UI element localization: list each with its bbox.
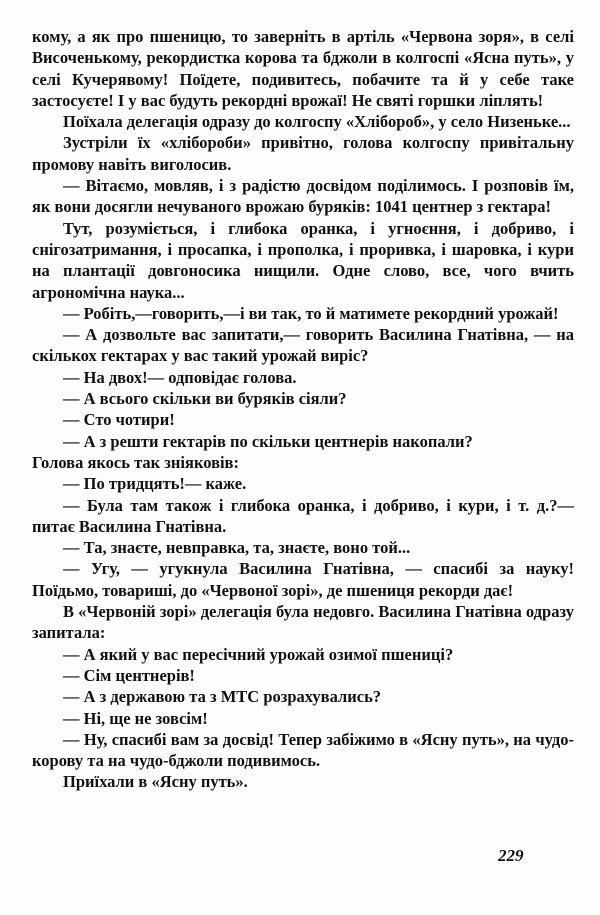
paragraph: — А дозвольте вас запитати,— говорить Василина Гнатівна, — на скількох гектарах у вас такий урожай виріс? [32,325,574,366]
paragraph: — На двох!— одповідає голова. [63,367,297,387]
paragraph: Голова якось так зніяковів: [32,452,239,472]
paragraph: — Угу, — угукнула Василина Гнатівна, — спасибі за науку! Поїдьмо, товариші, до «Червоної зорі», де пшениця рекорди дає! [32,559,574,600]
paragraph: — По тридцять!— каже. [63,474,247,494]
paragraph: — Сто чотири! [63,410,175,430]
paragraph: — Була там також і глибока оранка, і добриво, і кури, і т. д.?— питає Василина Гнатівна. [32,495,574,536]
paragraph: — А який у вас пересічний урожай озимої пшениці? [63,644,454,664]
page-number: 229 [498,846,524,865]
paragraph: Поїхала делегація одразу до колгоспу «Хлібороб», у село Низеньке... [63,112,571,132]
paragraph: Тут, розуміється, і глибока оранка, і угноєння, і добриво, і снігозатримання, і просапка, і прополка, і проривка, і шаровка, і кури на плантації довгоносика нищили. Одне слово, все, чого вчить агрономічна наука... [32,218,574,302]
paragraph: — А з решти гектарів по скільки центнерів накопали? [63,431,473,451]
paragraph: — А всього скільки ви буряків сіяли? [63,389,347,409]
paragraph: — Ну, спасибі вам за досвід! Тепер забіжимо в «Ясну путь», на чудо-корову та на чудо-бджоли подивимось. [32,729,574,771]
paragraph: — Ні, ще не зовсім! [63,708,208,728]
body-text [32,26,574,793]
paragraph: — А з державою та з МТС розрахувались? [63,687,382,707]
paragraph: — Та, знаєте, невправка, та, знаєте, воно той... [63,538,411,558]
paragraph: — Вітаємо, мовляв, і з радістю досвідом поділимось. І розповів їм, як вони досягли нечуваного врожаю буряків: 1041 центнер з гектара! [32,176,574,217]
paragraph: — Сім центнерів! [63,665,195,685]
paragraph: кому, а як про пшеницю, то заверніть в артіль «Червона зоря», в селі Височенькому, рекордистка корова та бджоли в колгоспі «Ясна путь», у селі Кучерявому! Поїдете, подивитесь, побачите та й у себе таке застосуєте! І у вас будуть рекордні врожаї! Не святі горшки ліплять! [32,27,574,110]
paragraph: Приїхали в «Ясну путь». [63,772,248,792]
paragraph: В «Червоній зорі» делегація була недовго. Василина Гнатівна одразу запитала: [32,602,574,643]
paragraph: Зустріли їх «хлібороби» привітно, голова колгоспу привітальну промову навіть виголосив. [32,133,574,174]
paragraph: — Робіть,—говорить,—і ви так, то й матимете рекордний урожай! [63,303,559,323]
